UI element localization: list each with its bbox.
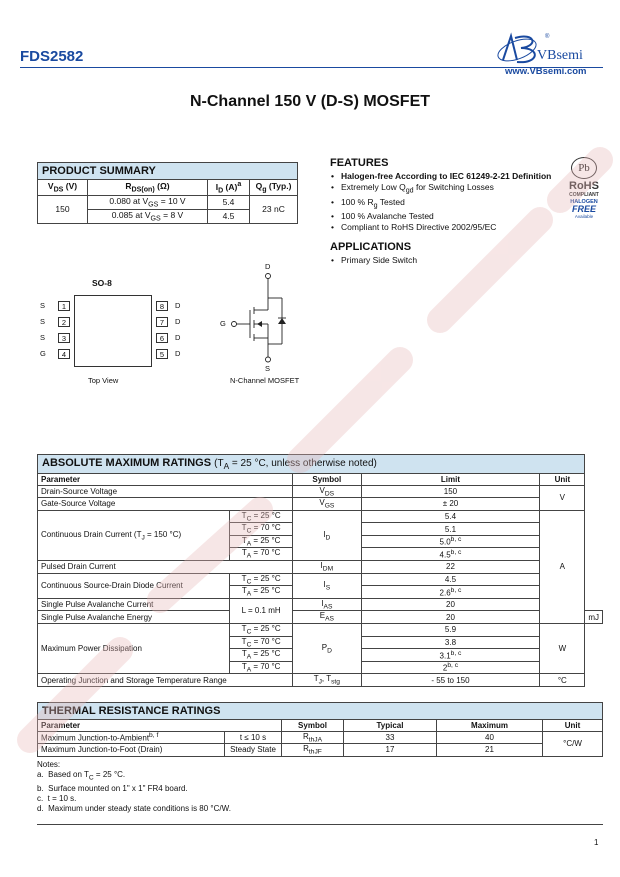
- thermal-heading: THERMAL RESISTANCE RATINGS: [38, 703, 603, 720]
- qg-value: 23 nC: [250, 195, 298, 223]
- condition: $T_C = 25$ °C: [230, 510, 293, 523]
- compliant-label: COMPLIANT: [569, 192, 599, 198]
- page-title: N-Channel 150 V (D-S) MOSFET: [189, 93, 431, 110]
- product-summary-heading: PRODUCT SUMMARY: [38, 163, 298, 180]
- abs-max-heading: ABSOLUTE MAXIMUM RATINGS: [42, 457, 212, 469]
- limit: 20: [361, 611, 540, 624]
- pin-number: 2: [58, 317, 70, 327]
- param: Pulsed Drain Current: [38, 561, 293, 574]
- vb-logo-icon: [495, 30, 541, 70]
- package-body: [74, 295, 152, 367]
- pin-number: 7: [156, 317, 168, 327]
- col-symbol: Symbol: [282, 720, 344, 732]
- param: Gate-Source Voltage: [38, 498, 293, 511]
- condition: $T_A = 25$ °C: [230, 535, 293, 548]
- application-item: • Primary Side Switch: [330, 255, 555, 266]
- limit: 20: [361, 598, 540, 611]
- unit: A: [540, 510, 585, 623]
- limit: 5.4: [361, 510, 540, 523]
- limit: 4.5$^{b, c}$: [361, 548, 540, 561]
- notes: [37, 760, 231, 814]
- condition: $T_A = 70$ °C: [230, 548, 293, 561]
- param: Operating Junction and Storage Temperature Range: [38, 674, 293, 687]
- feature-item: • Extremely Low $Q_{gd}$ for Switching Losses: [330, 182, 555, 197]
- condition: L = 0.1 mH: [230, 598, 293, 623]
- symbol: $R_{thJF}$: [282, 744, 344, 757]
- symbol: $V_{GS}$: [293, 498, 361, 511]
- pin-label: D: [175, 317, 181, 326]
- limit: 5.0$^{b, c}$: [361, 535, 540, 548]
- col-parameter: Parameter: [38, 474, 293, 486]
- col-limit: Limit: [361, 474, 540, 486]
- pb-free-icon: Pb: [571, 157, 597, 179]
- condition: $T_C = 25$ °C: [230, 624, 293, 637]
- col-maximum: Maximum: [437, 720, 543, 732]
- unit: W: [540, 624, 585, 674]
- applications-heading: APPLICATIONS: [330, 241, 412, 254]
- note-item: a. Based on $T_C = 25$ °C.: [37, 770, 126, 782]
- maximum: 21: [437, 744, 543, 757]
- product-summary-table: [37, 162, 298, 224]
- col-unit: Unit: [543, 720, 603, 732]
- symbol: $P_D$: [293, 624, 361, 674]
- param: Continuous Source-Drain Diode Current: [38, 573, 230, 598]
- limit: 3.1$^{b, c}$: [361, 649, 540, 662]
- drain-label: D: [265, 262, 271, 271]
- condition: $T_A = 25$ °C: [230, 586, 293, 599]
- available-label: Available: [574, 214, 594, 219]
- package-name: SO-8: [92, 278, 112, 288]
- limit: 5.9: [361, 624, 540, 637]
- limit: 5.1: [361, 523, 540, 536]
- pin-label: D: [175, 349, 181, 358]
- so8-package-diagram: [30, 275, 180, 390]
- pin-label: S: [40, 301, 46, 310]
- brand-url: www.VBsemi.com: [505, 66, 587, 77]
- param: Drain-Source Voltage: [38, 485, 293, 498]
- limit: 4.5: [361, 573, 540, 586]
- symbol: $T_J$, $T_{stg}$: [293, 674, 361, 687]
- param: Single Pulse Avalanche Current: [38, 598, 230, 611]
- col-unit: Unit: [540, 474, 585, 486]
- limit: - 55 to 150: [361, 674, 540, 687]
- col-symbol: Symbol: [293, 474, 361, 486]
- page-number: 1: [594, 838, 599, 847]
- typical: 33: [344, 731, 437, 744]
- param: Maximum Power Dissipation: [38, 624, 230, 674]
- vds-value: 150: [38, 195, 88, 223]
- rds-value: 0.080 at $V_{GS} = 10$ V: [88, 195, 208, 209]
- absolute-maximum-ratings-table: [37, 454, 603, 687]
- footer-rule: [37, 824, 603, 825]
- limit: 22: [361, 561, 540, 574]
- col-vds: $V_{DS}$ (V): [38, 180, 88, 196]
- condition: $T_C = 25$ °C: [230, 573, 293, 586]
- limit: 2$^{b, c}$: [361, 661, 540, 674]
- feature-item: • 100 % Avalanche Tested: [330, 211, 555, 222]
- condition: $T_A = 25$ °C: [230, 649, 293, 662]
- pin-label: G: [40, 349, 46, 358]
- typical: 17: [344, 744, 437, 757]
- condition: t ≤ 10 s: [225, 731, 282, 744]
- symbol: $I_D$: [293, 510, 361, 560]
- col-parameter: Parameter: [38, 720, 282, 732]
- compliance-badges: [560, 157, 608, 219]
- condition: $T_A = 70$ °C: [230, 661, 293, 674]
- schematic-caption: N-Channel MOSFET: [230, 376, 300, 385]
- brand-name: VBsemi: [537, 48, 583, 63]
- symbol: $I_{DM}$: [293, 561, 361, 574]
- part-number: FDS2582: [20, 48, 84, 65]
- param: Maximum Junction-to-Foot (Drain): [38, 744, 225, 757]
- pin-number: 8: [156, 301, 168, 311]
- registered-mark: ®: [545, 34, 550, 40]
- halogen-label: HALOGEN: [570, 199, 598, 205]
- symbol: $I_S$: [293, 573, 361, 598]
- param: Maximum Junction-to-Ambient$^{b, f}$: [38, 731, 225, 744]
- param: Single Pulse Avalanche Energy: [38, 611, 230, 624]
- col-id: $I_D$ $(A)^a$: [208, 180, 250, 196]
- symbol: $E_{AS}$: [293, 611, 361, 624]
- pin-number: 4: [58, 349, 70, 359]
- unit: V: [540, 485, 585, 510]
- vbsemi-logo: [495, 30, 605, 80]
- mosfet-schematic: [210, 262, 320, 392]
- pin-number: 6: [156, 333, 168, 343]
- unit: °C/W: [543, 731, 603, 756]
- id-value: 4.5: [208, 209, 250, 223]
- symbol: $I_{AS}$: [293, 598, 361, 611]
- notes-heading: Notes:: [37, 760, 61, 769]
- pin-label: S: [40, 333, 46, 342]
- feature-item: • Halogen-free According to IEC 61249-2-21 Definition: [330, 171, 555, 182]
- package-caption: Top View: [88, 376, 119, 385]
- condition: Steady State: [225, 744, 282, 757]
- gate-label: G: [220, 319, 226, 328]
- maximum: 40: [437, 731, 543, 744]
- param: Continuous Drain Current ($T_J = 150$ °C): [38, 510, 230, 560]
- pin-label: D: [175, 333, 181, 342]
- id-value: 5.4: [208, 195, 250, 209]
- features-section: [330, 157, 555, 266]
- condition: $T_C = 70$ °C: [230, 523, 293, 536]
- free-label: FREE: [571, 204, 596, 214]
- thermal-resistance-table: [37, 702, 603, 757]
- pin-number: 1: [58, 301, 70, 311]
- rds-value: 0.085 at $V_{GS} = 8$ V: [88, 209, 208, 223]
- rohs-label: RoHS: [569, 180, 599, 192]
- limit: 150: [361, 485, 540, 498]
- limit: 3.8: [361, 636, 540, 649]
- col-typical: Typical: [344, 720, 437, 732]
- source-label: S: [265, 364, 271, 373]
- limit: 2.6$^{b, c}$: [361, 586, 540, 599]
- note-item: c. t = 10 s.: [37, 793, 77, 803]
- symbol: $V_{DS}$: [293, 485, 361, 498]
- note-item: b. Surface mounted on 1" x 1" FR4 board.: [37, 783, 188, 793]
- unit: mJ: [585, 611, 603, 624]
- pin-number: 3: [58, 333, 70, 343]
- note-item: d. Maximum under steady state conditions is 80 °C/W.: [37, 803, 231, 813]
- header-rule: [20, 67, 603, 68]
- limit: ± 20: [361, 498, 540, 511]
- col-rds: $R_{DS(on)}$ (Ω): [88, 180, 208, 196]
- feature-item: • Compliant to RoHS Directive 2002/95/EC: [330, 222, 555, 233]
- pin-number: 5: [156, 349, 168, 359]
- symbol: $R_{thJA}$: [282, 731, 344, 744]
- pin-label: S: [40, 317, 46, 326]
- feature-item: • 100 % $R_g$ Tested: [330, 197, 555, 212]
- features-heading: FEATURES: [330, 157, 389, 169]
- pin-label: D: [175, 301, 181, 310]
- unit: °C: [540, 674, 585, 687]
- col-qg: $Q_g$ (Typ.): [250, 180, 298, 196]
- abs-max-condition: ($T_A = 25$ °C, unless otherwise noted): [214, 458, 377, 471]
- condition: $T_C = 70$ °C: [230, 636, 293, 649]
